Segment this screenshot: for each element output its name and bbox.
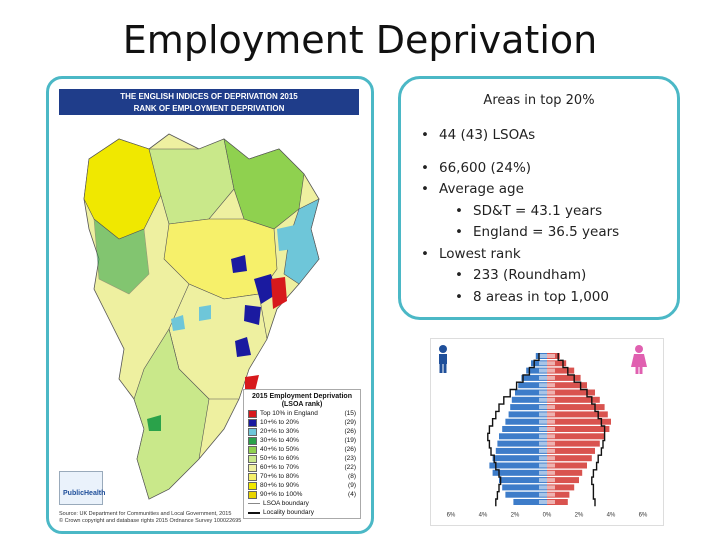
age-band-label-box [539,391,555,395]
legend-item-label: 20+% to 30% [260,428,299,435]
female-bar [547,404,605,410]
age-band-label-box [539,493,555,497]
map-cluster-6 [277,225,295,251]
legend-lsoa-boundary [248,499,356,508]
legend-item-label: 40+% to 50% [260,446,299,453]
legend-item [248,472,356,481]
age-band-label-box [539,478,555,482]
bullet-top-1000: • 8 areas in top 1,000 [455,288,609,305]
x-tick-label: 0% [542,512,552,519]
female-icon [631,345,647,374]
legend-item-label: 80+% to 90% [260,482,299,489]
age-band-label-box [539,500,555,504]
age-band-label-box [539,354,555,358]
legend-swatch [248,437,257,445]
legend-item-label: 30+% to 40% [260,437,299,444]
age-band-label-box [539,376,555,380]
legend-item-count: (29) [344,419,356,426]
legend-item [248,427,356,436]
age-band-label-box [539,398,555,402]
legend-swatch [248,419,257,427]
age-band-label-box [539,420,555,424]
slide-title: Employment Deprivation [122,18,598,62]
map-header-line2: RANK OF EMPLOYMENT DEPRIVATION [133,104,285,113]
legend-item [248,481,356,490]
age-band-label-box [539,383,555,387]
legend-swatch [248,491,257,499]
age-band-label-box [539,405,555,409]
age-band-label-box [539,449,555,453]
legend-item-label: 70+% to 80% [260,473,299,480]
legend-title-line1: 2015 Employment Deprivation [252,393,352,400]
legend-item-label: 90+% to 100% [260,491,303,498]
lsoa-line-icon [248,503,260,504]
legend-item-count: (9) [348,482,356,489]
female-bar [547,426,609,432]
male-bar [493,470,547,476]
legend-item-count: (19) [344,437,356,444]
male-bar [489,463,547,469]
legend-item [248,445,356,454]
map-legend [243,389,361,519]
map-cluster-5 [199,305,211,321]
male-icon [439,345,447,373]
x-tick-label: 4% [606,512,616,519]
age-band-label-box [539,485,555,489]
map-header-line1: THE ENGLISH INDICES OF DEPRIVATION 2015 [120,92,298,101]
age-band-label-box [539,412,555,416]
public-health-logo [59,471,106,505]
age-band-label-box [539,434,555,438]
age-band-label-box [539,427,555,431]
legend-item [248,490,356,499]
public-health-logo-text: PublicHealth [63,490,106,497]
deprivation-map-panel [46,76,374,534]
age-band-label-box [539,442,555,446]
age-band-label-box [539,471,555,475]
legend-item-label: 60+% to 70% [260,464,299,471]
legend-swatch [248,446,257,454]
x-tick-label: 4% [478,512,488,519]
legend-swatch [248,464,257,472]
legend-item-count: (8) [348,473,356,480]
age-band-label-box [539,464,555,468]
legend-item [248,463,356,472]
population-pyramid-chart [431,339,663,525]
legend-item-count: (26) [344,446,356,453]
bullet-england-age: • England = 36.5 years [455,224,620,240]
x-tick-label: 2% [574,512,584,519]
map-cluster-2 [271,277,287,309]
legend-item-count: (26) [344,428,356,435]
legend-item-label: 10+% to 20% [260,419,299,426]
legend-swatch [248,410,257,418]
info-heading: Areas in top 20% [483,93,595,108]
age-band-label-box [539,456,555,460]
legend-title-line2: (LSOA rank) [281,401,323,408]
female-bar [547,433,605,439]
bullet-population: • 66,600 (24%) [421,159,532,176]
legend-swatch [248,455,257,463]
legend-item [248,436,356,445]
x-tick-label: 6% [446,512,456,519]
info-panel [398,76,680,320]
legend-swatch [248,482,257,490]
legend-item-count: (22) [344,464,356,471]
map-source-line2: © Crown copyright and database rights 2015 Ordnance Survey 100022695 [59,518,242,524]
map-source [59,511,359,525]
legend-item [248,418,356,427]
legend-item-count: (4) [348,491,356,498]
bullet-rank-value: • 233 (Roundham) [455,267,587,283]
bullet-lowest-rank: • Lowest rank [421,245,521,262]
legend-locality-label: Locality boundary [263,509,314,516]
age-band-label-box [539,361,555,365]
map-source-line1: Source: UK Department for Communities and Local Government, 2015 [59,511,232,517]
x-tick-label: 6% [638,512,648,519]
legend-item-label: 50+% to 60% [260,455,299,462]
x-tick-label: 2% [510,512,520,519]
legend-item-count: (23) [344,455,356,462]
legend-item [248,454,356,463]
age-band-label-box [539,369,555,373]
legend-item-count: (15) [344,410,356,417]
male-bar [493,455,547,461]
bullet-sdt-age: • SD&T = 43.1 years [455,202,603,219]
population-pyramid [430,338,664,526]
legend-lsoa-label: LSOA boundary [263,500,309,507]
bullet-average-age: • Average age [421,181,524,197]
info-bullets [421,125,619,308]
legend-item [248,409,356,418]
legend-item-label: Top 10% in England [260,410,318,417]
legend-swatch [248,428,257,436]
bullet-lsoas: • 44 (43) LSOAs [421,127,536,143]
legend-swatch [248,473,257,481]
